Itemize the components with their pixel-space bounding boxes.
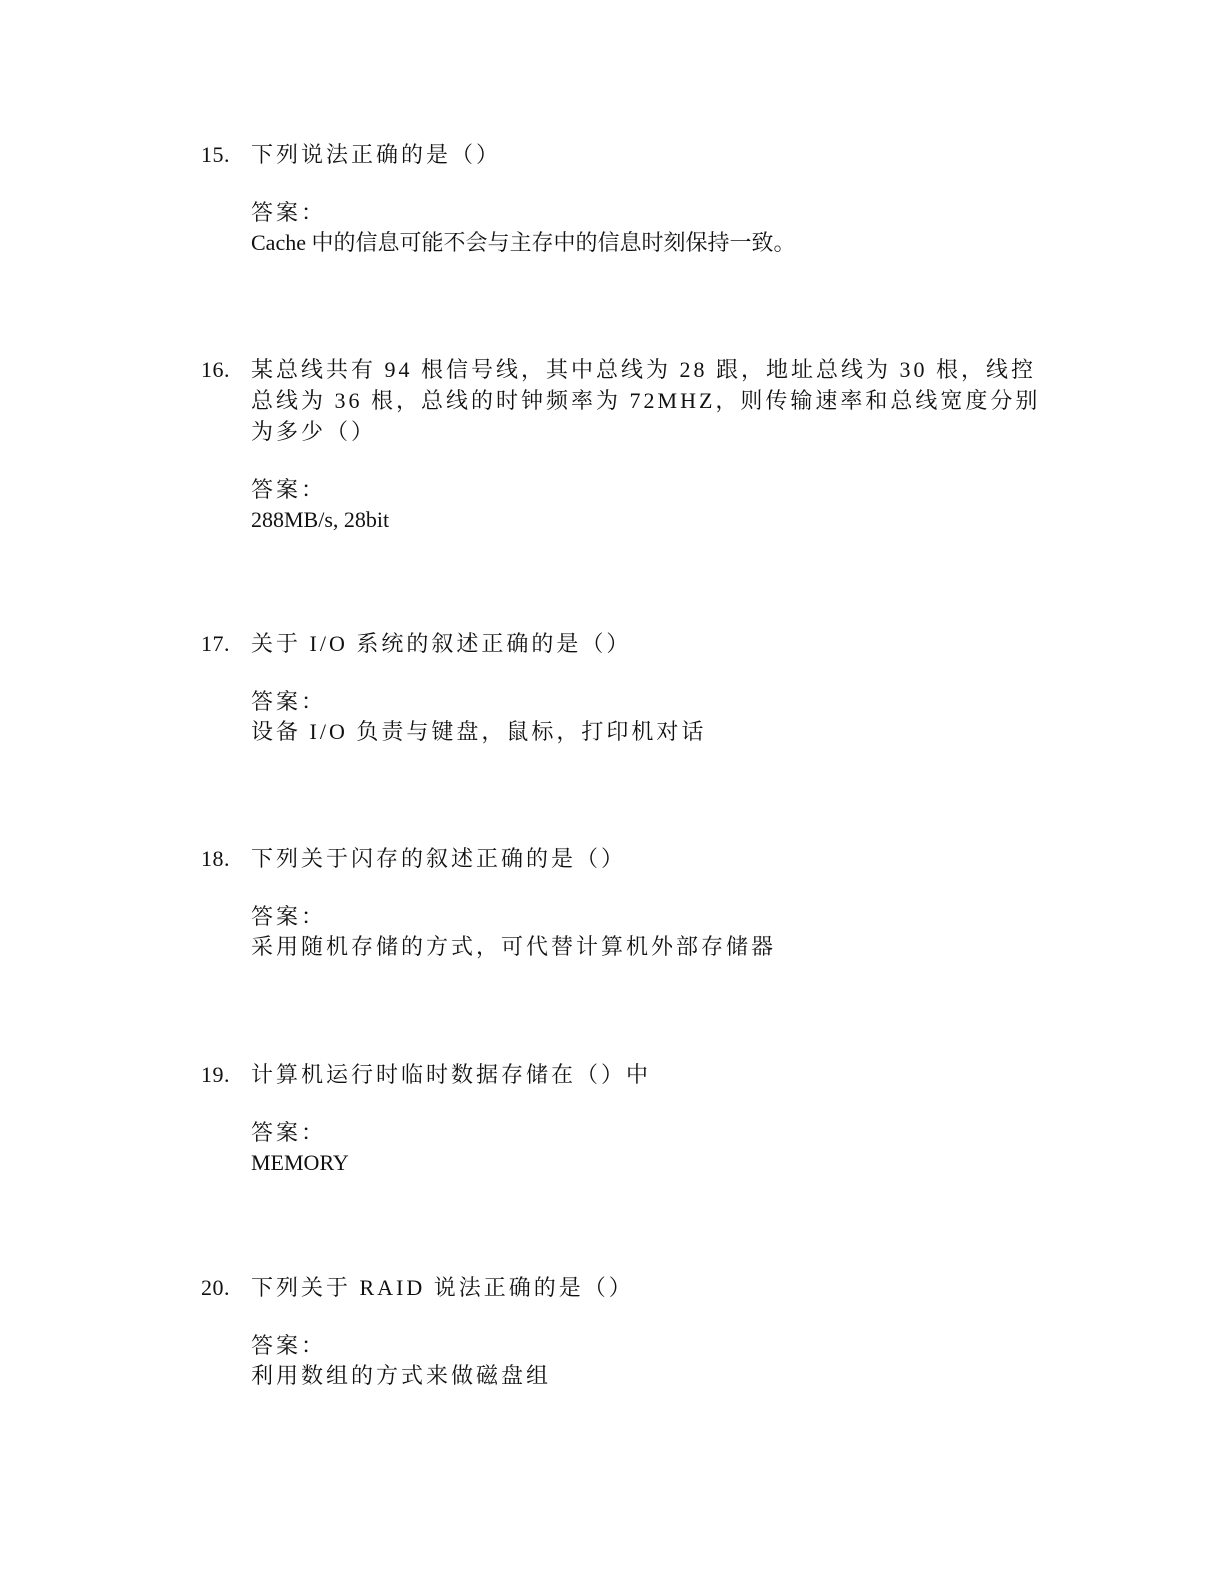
answer-block xyxy=(251,902,1041,962)
question-20 xyxy=(201,1272,1041,1391)
question-line xyxy=(201,843,1041,874)
question-text: 下列关于 RAID 说法正确的是（） xyxy=(251,1275,634,1300)
question-line xyxy=(201,354,1041,447)
answer-label: 答案： xyxy=(251,904,327,929)
answer-label: 答案： xyxy=(251,200,327,225)
question-number: 15. xyxy=(201,142,230,167)
question-line xyxy=(201,1059,1041,1090)
answer-block xyxy=(251,1331,1041,1391)
answer-text: 288MB/s, 28bit xyxy=(251,507,390,532)
question-text: 下列说法正确的是（） xyxy=(251,142,502,167)
answer-label: 答案： xyxy=(251,1120,327,1145)
question-text: 计算机运行时临时数据存储在（）中 xyxy=(251,1062,652,1087)
question-number: 17. xyxy=(201,631,230,656)
question-number: 18. xyxy=(201,846,230,871)
answer-text: 采用随机存储的方式，可代替计算机外部存储器 xyxy=(251,934,777,959)
answer-label: 答案： xyxy=(251,1333,327,1358)
answer-text: 利用数组的方式来做磁盘组 xyxy=(251,1363,552,1388)
answer-block xyxy=(251,687,1041,747)
question-19 xyxy=(201,1059,1041,1178)
question-number: 16. xyxy=(201,357,230,382)
question-line xyxy=(201,628,1041,659)
answer-label: 答案： xyxy=(251,477,327,502)
answer-block xyxy=(251,198,1041,258)
question-line xyxy=(201,1272,1041,1303)
question-number: 19. xyxy=(201,1062,230,1087)
answer-block xyxy=(251,1118,1041,1178)
answer-text: Cache 中的信息可能不会与主存中的信息时刻保持一致。 xyxy=(251,230,796,255)
question-15 xyxy=(201,139,1041,258)
question-16 xyxy=(201,354,1041,535)
question-text: 关于 I/O 系统的叙述正确的是（） xyxy=(251,631,632,656)
question-number: 20. xyxy=(201,1275,230,1300)
question-17 xyxy=(201,628,1041,747)
answer-text: 设备 I/O 负责与键盘，鼠标，打印机对话 xyxy=(251,719,707,744)
answer-label: 答案： xyxy=(251,689,327,714)
question-text: 下列关于闪存的叙述正确的是（） xyxy=(251,846,627,871)
question-text: 某总线共有 94 根信号线，其中总线为 28 跟，地址总线为 30 根，线控总线为 36 根，总线的时钟频率为 72MHZ，则传输速率和总线宽度分别为多少（） xyxy=(251,357,1041,444)
answer-block xyxy=(251,475,1041,535)
answer-text: MEMORY xyxy=(251,1150,349,1175)
question-18 xyxy=(201,843,1041,962)
question-line xyxy=(201,139,1041,170)
